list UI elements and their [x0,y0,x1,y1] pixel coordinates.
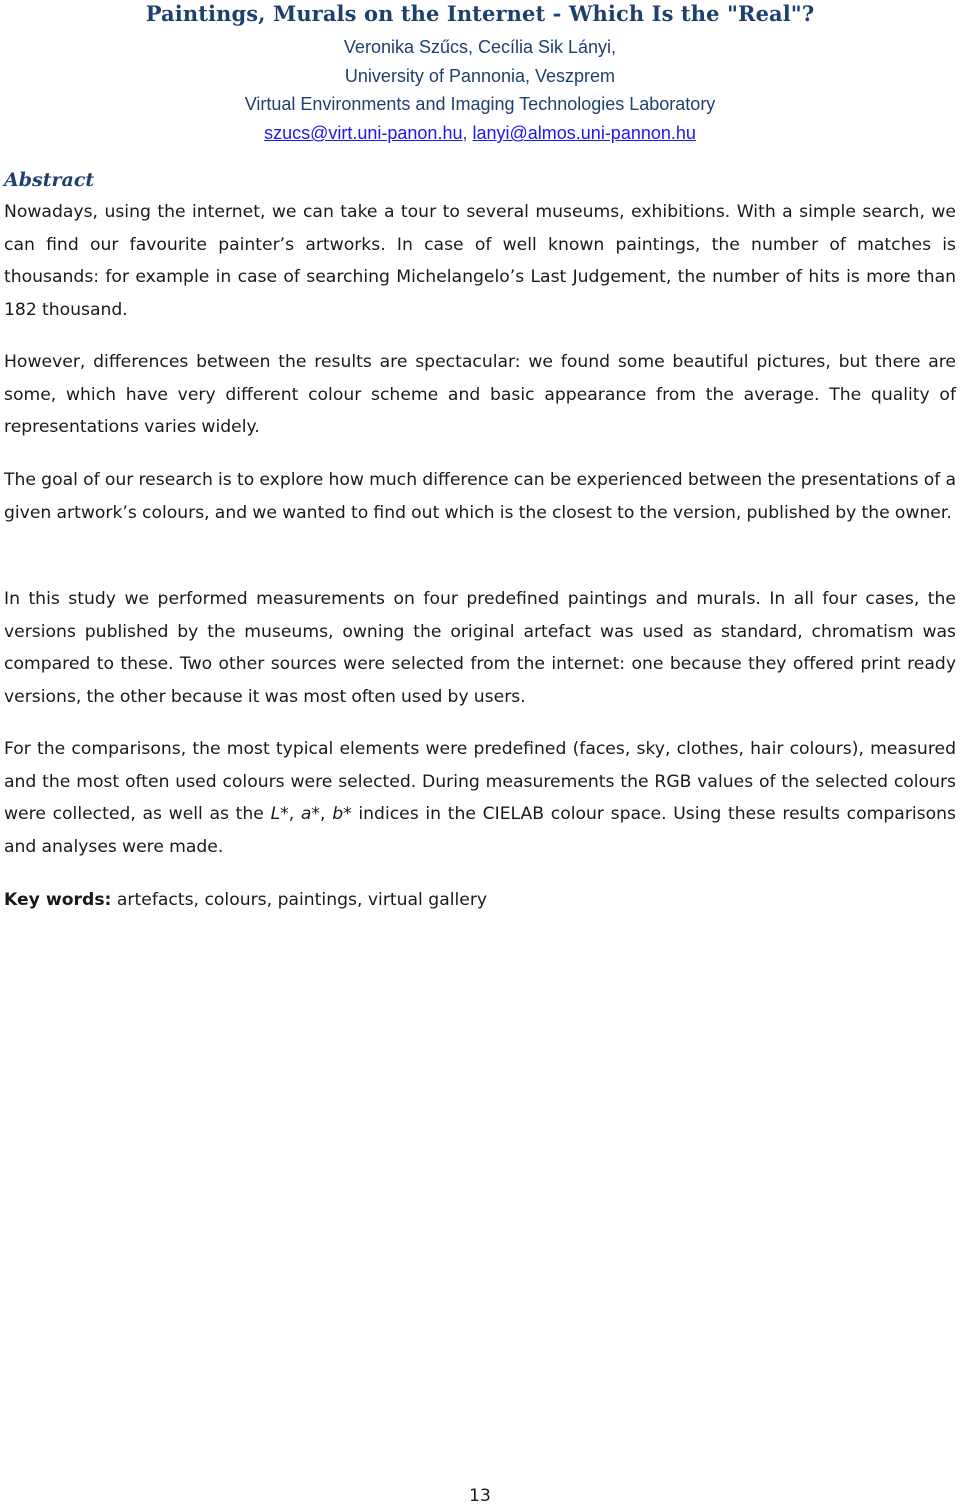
affiliation: University of Pannonia, Veszprem [344,65,616,86]
abstract-heading: Abstract [4,169,95,191]
abstract-paragraph-4: In this study we performed measurements on four predefined paintings and murals. In all four cases, the versions published by the museums, owning the original artefact was used as standard, chromatism was compared to these. Two other sources were selected from the internet: one because they offered print ready versions, the other because it was most often used by users. [4,589,956,707]
page-number: 13 [469,1486,491,1506]
author-names: Veronika Szűcs, Cecília Sik Lányi, [343,37,617,57]
laboratory: Virtual Environments and Imaging Technologies Laboratory [244,94,716,115]
cielab-l-term: L* [270,804,289,825]
cielab-a-term: a* [300,804,321,825]
email-link-lanyi[interactable]: lanyi@almos.uni-pannon.hu [472,123,696,144]
cielab-b-term: b* [332,804,352,825]
email-link-szucs[interactable]: szucs@virt.uni-panon.hu [264,123,463,144]
abstract-paragraph-1: Nowadays, using the internet, we can take a tour to several museums, exhibitions. With a simple search, we can find our favourite painter’s artworks. In case of well known paintings, the number of matches is thousands: for example in case of searching Michelangelo’s Last Judgement, the number of hits is more than 182 thousand. [4,202,956,320]
email-separator: , [462,123,473,144]
keywords-label: Key words: [4,890,112,910]
abstract-paragraph-3: The goal of our research is to explore how much difference can be experienced between the presentations of a given artwork’s colours, and we wanted to find out which is the closest to the version, published by the owner. [4,470,956,523]
paragraph-5-text-start: For the comparisons, the most typical elements were predefined (faces, sky, clothes, hair colours), measured and the most often used colours were selected. During measurements the RGB values of the selected colours were collected, as well as the [4,739,956,825]
paper-title: Paintings, Murals on the Internet - Which Is the "Real"? [145,1,815,26]
author-block [0,33,960,148]
term-separator: , [288,804,301,825]
author-emails [0,119,960,148]
keywords-value: artefacts, colours, paintings, virtual gallery [111,890,488,910]
paragraph-5-text-end: indices in the CIELAB colour space. Using these results comparisons and analyses were made. [4,804,956,857]
keywords-line [4,884,956,917]
abstract-paragraph-2: However, differences between the results are spectacular: we found some beautiful pictures, but there are some, which have very different colour scheme and basic appearance from the average. The quality of representations varies widely. [4,352,956,438]
term-separator: , [320,804,333,825]
abstract-paragraph-5 [4,733,956,863]
